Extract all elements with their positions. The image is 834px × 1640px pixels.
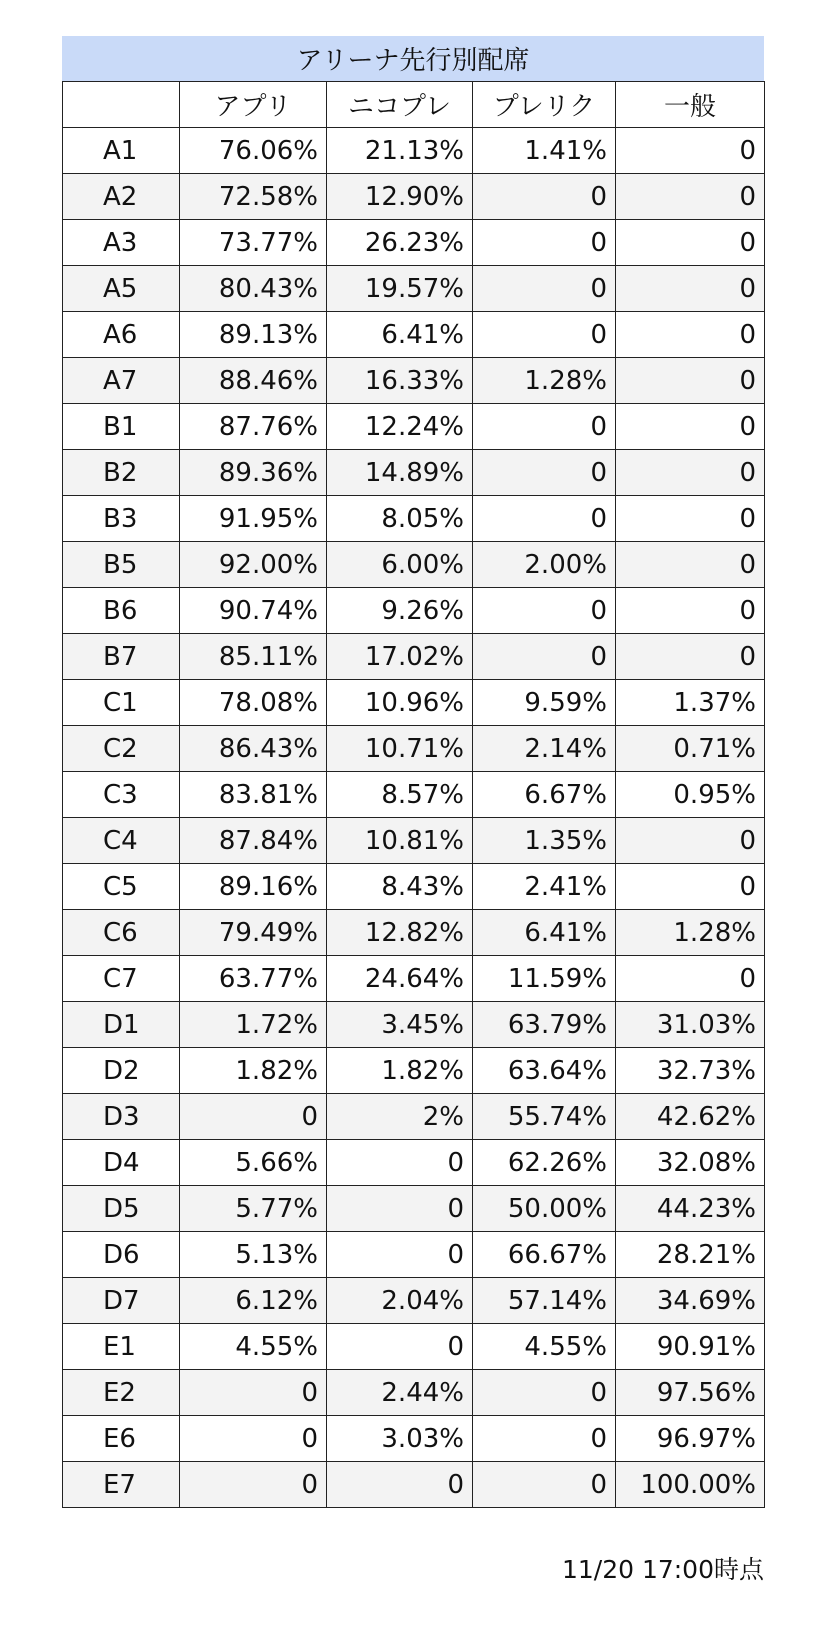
cell-prerequest: 4.55% (473, 1324, 616, 1370)
cell-app: 91.95% (180, 496, 327, 542)
cell-nicopre: 8.57% (327, 772, 473, 818)
table-row (63, 726, 765, 772)
cell-prerequest: 2.41% (473, 864, 616, 910)
cell-general: 0 (616, 450, 765, 496)
table-row (63, 1094, 765, 1140)
cell-prerequest: 1.41% (473, 128, 616, 174)
cell-app: 5.66% (180, 1140, 327, 1186)
table-row (63, 404, 765, 450)
cell-seat: C2 (63, 726, 180, 772)
cell-nicopre: 2% (327, 1094, 473, 1140)
cell-nicopre: 9.26% (327, 588, 473, 634)
cell-prerequest: 0 (473, 404, 616, 450)
cell-general: 0.95% (616, 772, 765, 818)
cell-seat: B3 (63, 496, 180, 542)
cell-prerequest: 6.67% (473, 772, 616, 818)
cell-prerequest: 57.14% (473, 1278, 616, 1324)
cell-nicopre: 12.82% (327, 910, 473, 956)
cell-seat: A6 (63, 312, 180, 358)
cell-seat: B7 (63, 634, 180, 680)
cell-prerequest: 11.59% (473, 956, 616, 1002)
cell-nicopre: 0 (327, 1140, 473, 1186)
cell-app: 88.46% (180, 358, 327, 404)
cell-prerequest: 63.79% (473, 1002, 616, 1048)
cell-seat: B5 (63, 542, 180, 588)
cell-seat: B6 (63, 588, 180, 634)
cell-prerequest: 1.28% (473, 358, 616, 404)
cell-prerequest: 62.26% (473, 1140, 616, 1186)
cell-nicopre: 1.82% (327, 1048, 473, 1094)
cell-nicopre: 6.41% (327, 312, 473, 358)
cell-general: 0 (616, 404, 765, 450)
table-row (63, 818, 765, 864)
cell-prerequest: 0 (473, 634, 616, 680)
cell-seat: A7 (63, 358, 180, 404)
cell-app: 0 (180, 1370, 327, 1416)
table-row (63, 496, 765, 542)
cell-general: 34.69% (616, 1278, 765, 1324)
cell-prerequest: 0 (473, 174, 616, 220)
cell-prerequest: 1.35% (473, 818, 616, 864)
table-row (63, 542, 765, 588)
cell-general: 0 (616, 864, 765, 910)
cell-app: 76.06% (180, 128, 327, 174)
cell-seat: C7 (63, 956, 180, 1002)
cell-general: 0 (616, 266, 765, 312)
header-cell-seat (63, 82, 180, 128)
cell-app: 86.43% (180, 726, 327, 772)
table-row (63, 634, 765, 680)
table-row (63, 680, 765, 726)
cell-app: 0 (180, 1416, 327, 1462)
cell-prerequest: 55.74% (473, 1094, 616, 1140)
cell-general: 97.56% (616, 1370, 765, 1416)
cell-seat: C6 (63, 910, 180, 956)
cell-seat: A1 (63, 128, 180, 174)
table-row (63, 1278, 765, 1324)
cell-general: 28.21% (616, 1232, 765, 1278)
cell-app: 87.76% (180, 404, 327, 450)
cell-nicopre: 12.90% (327, 174, 473, 220)
cell-seat: E2 (63, 1370, 180, 1416)
table-row (63, 1002, 765, 1048)
cell-app: 0 (180, 1094, 327, 1140)
header-cell-nicopre: ニコプレ (327, 82, 473, 128)
cell-nicopre: 3.45% (327, 1002, 473, 1048)
cell-app: 89.36% (180, 450, 327, 496)
header-row (63, 82, 765, 128)
cell-nicopre: 0 (327, 1232, 473, 1278)
cell-app: 78.08% (180, 680, 327, 726)
cell-nicopre: 10.81% (327, 818, 473, 864)
cell-prerequest: 2.14% (473, 726, 616, 772)
cell-seat: C3 (63, 772, 180, 818)
table-row (63, 910, 765, 956)
cell-app: 90.74% (180, 588, 327, 634)
cell-prerequest: 0 (473, 312, 616, 358)
table-body (63, 128, 765, 1508)
cell-seat: E1 (63, 1324, 180, 1370)
seat-allocation-sheet (62, 36, 764, 1508)
cell-general: 31.03% (616, 1002, 765, 1048)
cell-general: 0.71% (616, 726, 765, 772)
cell-seat: A2 (63, 174, 180, 220)
cell-general: 0 (616, 496, 765, 542)
cell-nicopre: 19.57% (327, 266, 473, 312)
cell-app: 80.43% (180, 266, 327, 312)
allocation-table (62, 81, 765, 1508)
cell-seat: D7 (63, 1278, 180, 1324)
cell-app: 4.55% (180, 1324, 327, 1370)
cell-general: 0 (616, 358, 765, 404)
table-row (63, 128, 765, 174)
cell-prerequest: 0 (473, 450, 616, 496)
cell-seat: D5 (63, 1186, 180, 1232)
cell-nicopre: 0 (327, 1324, 473, 1370)
cell-general: 100.00% (616, 1462, 765, 1508)
cell-general: 32.08% (616, 1140, 765, 1186)
cell-prerequest: 0 (473, 1416, 616, 1462)
cell-prerequest: 0 (473, 588, 616, 634)
cell-seat: D6 (63, 1232, 180, 1278)
cell-seat: E6 (63, 1416, 180, 1462)
cell-nicopre: 10.96% (327, 680, 473, 726)
cell-app: 0 (180, 1462, 327, 1508)
cell-nicopre: 3.03% (327, 1416, 473, 1462)
cell-app: 63.77% (180, 956, 327, 1002)
cell-app: 89.16% (180, 864, 327, 910)
cell-nicopre: 16.33% (327, 358, 473, 404)
table-row (63, 1048, 765, 1094)
cell-nicopre: 0 (327, 1186, 473, 1232)
cell-seat: A5 (63, 266, 180, 312)
cell-general: 0 (616, 220, 765, 266)
cell-general: 0 (616, 634, 765, 680)
cell-nicopre: 0 (327, 1462, 473, 1508)
cell-prerequest: 0 (473, 1370, 616, 1416)
cell-general: 0 (616, 312, 765, 358)
cell-seat: D1 (63, 1002, 180, 1048)
cell-nicopre: 12.24% (327, 404, 473, 450)
cell-seat: B1 (63, 404, 180, 450)
cell-prerequest: 0 (473, 266, 616, 312)
cell-nicopre: 26.23% (327, 220, 473, 266)
cell-seat: C4 (63, 818, 180, 864)
cell-general: 0 (616, 588, 765, 634)
table-row (63, 1462, 765, 1508)
cell-app: 89.13% (180, 312, 327, 358)
cell-general: 90.91% (616, 1324, 765, 1370)
cell-general: 0 (616, 818, 765, 864)
cell-nicopre: 8.05% (327, 496, 473, 542)
cell-seat: C5 (63, 864, 180, 910)
cell-general: 0 (616, 542, 765, 588)
cell-app: 73.77% (180, 220, 327, 266)
cell-app: 87.84% (180, 818, 327, 864)
table-row (63, 312, 765, 358)
table-row (63, 956, 765, 1002)
header-cell-prerequest: プレリク (473, 82, 616, 128)
cell-nicopre: 17.02% (327, 634, 473, 680)
table-row (63, 588, 765, 634)
cell-general: 44.23% (616, 1186, 765, 1232)
table-row (63, 266, 765, 312)
cell-nicopre: 6.00% (327, 542, 473, 588)
cell-app: 1.72% (180, 1002, 327, 1048)
cell-seat: A3 (63, 220, 180, 266)
cell-general: 42.62% (616, 1094, 765, 1140)
cell-general: 96.97% (616, 1416, 765, 1462)
table-row (63, 1416, 765, 1462)
cell-nicopre: 2.04% (327, 1278, 473, 1324)
cell-app: 6.12% (180, 1278, 327, 1324)
sheet-title: アリーナ先行別配席 (62, 36, 764, 81)
cell-seat: D3 (63, 1094, 180, 1140)
table-row (63, 1140, 765, 1186)
cell-nicopre: 2.44% (327, 1370, 473, 1416)
cell-prerequest: 0 (473, 1462, 616, 1508)
cell-general: 32.73% (616, 1048, 765, 1094)
timestamp-note: 11/20 17:00時点 (561, 1555, 764, 1584)
cell-prerequest: 50.00% (473, 1186, 616, 1232)
cell-nicopre: 10.71% (327, 726, 473, 772)
table-row (63, 1370, 765, 1416)
cell-seat: C1 (63, 680, 180, 726)
cell-seat: E7 (63, 1462, 180, 1508)
cell-general: 0 (616, 956, 765, 1002)
table-row (63, 450, 765, 496)
cell-app: 92.00% (180, 542, 327, 588)
cell-general: 0 (616, 174, 765, 220)
cell-nicopre: 14.89% (327, 450, 473, 496)
table-row (63, 1186, 765, 1232)
cell-app: 1.82% (180, 1048, 327, 1094)
header-cell-general: 一般 (616, 82, 765, 128)
cell-general: 1.37% (616, 680, 765, 726)
cell-app: 83.81% (180, 772, 327, 818)
cell-prerequest: 2.00% (473, 542, 616, 588)
cell-prerequest: 66.67% (473, 1232, 616, 1278)
cell-prerequest: 9.59% (473, 680, 616, 726)
cell-general: 1.28% (616, 910, 765, 956)
cell-app: 5.77% (180, 1186, 327, 1232)
table-row (63, 772, 765, 818)
table-row (63, 1324, 765, 1370)
cell-seat: B2 (63, 450, 180, 496)
table-row (63, 220, 765, 266)
cell-general: 0 (616, 128, 765, 174)
cell-nicopre: 24.64% (327, 956, 473, 1002)
table-row (63, 358, 765, 404)
header-cell-app: アプリ (180, 82, 327, 128)
cell-app: 72.58% (180, 174, 327, 220)
cell-seat: D2 (63, 1048, 180, 1094)
cell-app: 5.13% (180, 1232, 327, 1278)
cell-prerequest: 0 (473, 496, 616, 542)
table-row (63, 864, 765, 910)
cell-nicopre: 8.43% (327, 864, 473, 910)
cell-nicopre: 21.13% (327, 128, 473, 174)
cell-prerequest: 0 (473, 220, 616, 266)
cell-app: 79.49% (180, 910, 327, 956)
cell-prerequest: 6.41% (473, 910, 616, 956)
table-row (63, 174, 765, 220)
cell-seat: D4 (63, 1140, 180, 1186)
table-row (63, 1232, 765, 1278)
cell-prerequest: 63.64% (473, 1048, 616, 1094)
cell-app: 85.11% (180, 634, 327, 680)
